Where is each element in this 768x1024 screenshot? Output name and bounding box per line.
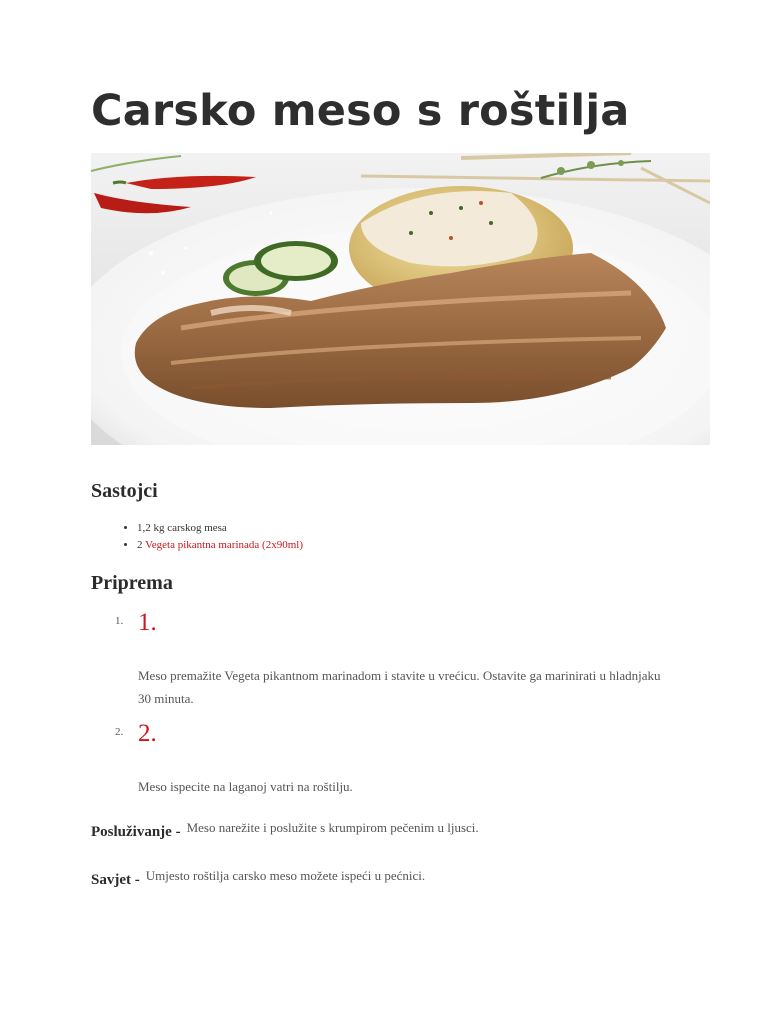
step-number: 1.	[138, 609, 157, 636]
ingredient-text: 1,2 kg carskog mesa	[137, 522, 227, 534]
step-text: Meso ispecite na laganoj vatri na roštilju.	[138, 779, 353, 794]
ingredients-heading: Sastojci	[91, 480, 158, 502]
step-text: Meso premažite Vegeta pikantnom marinadom i stavite u vrećicu. Ostavite ga marinirati u hladnjaku 30 minuta.	[138, 668, 661, 706]
step-marker: 2.	[115, 726, 124, 738]
tip-line	[91, 868, 426, 889]
serving-line	[91, 820, 479, 841]
ingredient-qty: 2	[137, 539, 146, 551]
food-photo	[91, 153, 710, 445]
ingredients-list	[91, 520, 303, 554]
page-title: Carsko meso s roštilja	[91, 86, 630, 136]
tip-text: Umjesto roštilja carsko meso možete ispeći u pećnici.	[145, 868, 426, 883]
tip-label: Savjet -	[91, 872, 140, 888]
preparation-heading: Priprema	[91, 572, 173, 594]
ingredient-link[interactable]: Vegeta pikantna marinada (2x90ml)	[145, 539, 303, 551]
step-marker: 1.	[115, 615, 124, 627]
serving-text: Meso narežite i poslužite s krumpirom pečenim u ljusci.	[186, 820, 479, 835]
serving-label: Posluživanje -	[91, 824, 181, 840]
step-number: 2.	[138, 720, 157, 747]
list-item	[137, 520, 303, 537]
list-item	[137, 537, 303, 554]
